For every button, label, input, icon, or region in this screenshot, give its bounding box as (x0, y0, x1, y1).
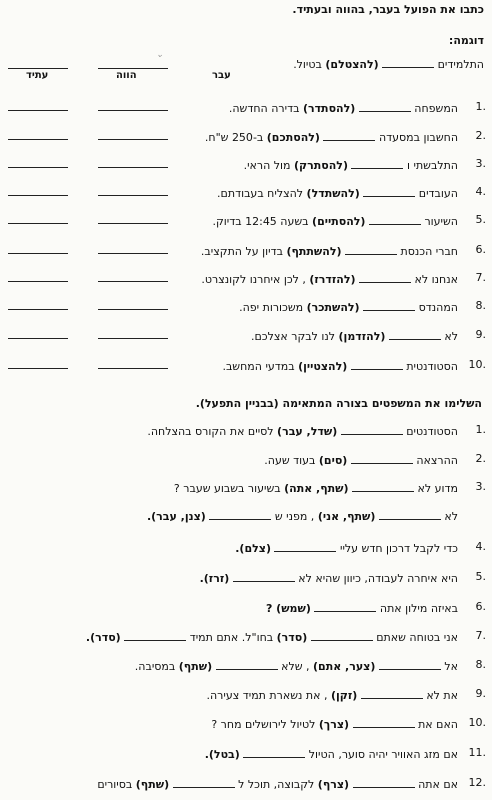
sentence (244, 157, 458, 172)
sentence (229, 100, 458, 115)
present-answer-line[interactable] (98, 223, 168, 224)
header-future: עתיד (26, 70, 49, 81)
item-number: 2. (475, 452, 486, 465)
sentence-end: בסיורים (97, 778, 133, 791)
item-number: 3. (475, 480, 486, 493)
sentence-start: הסטודנטים (406, 425, 458, 438)
sentence-start: התלבשתי ו (406, 159, 458, 172)
verb-blank[interactable] (389, 328, 441, 340)
item-number: 4. (475, 185, 486, 198)
sentence-start: היא איחרה לעבודה, כיוון שהיא לא (298, 572, 458, 585)
answer-blank[interactable] (352, 480, 414, 492)
sentence (212, 213, 458, 228)
future-answer-line[interactable] (8, 281, 68, 282)
item-number: 4. (475, 540, 486, 553)
part2-title: השלימו את המשפטים בצורה המתאימה (בבניין התפעל). (195, 397, 482, 410)
future-answer-line[interactable] (8, 368, 68, 369)
sentence (97, 776, 458, 791)
sentence-end: , לכן איחרנו לקונצרט. (201, 273, 306, 286)
present-answer-line[interactable] (98, 68, 168, 69)
answer-blank[interactable] (341, 423, 403, 435)
answer-blank[interactable] (353, 716, 415, 728)
present-answer-line[interactable] (98, 253, 168, 254)
example-subject: התלמידים (437, 58, 484, 71)
verb-blank[interactable] (359, 100, 411, 112)
sentence-start: לא (444, 510, 458, 523)
sentence-end: בדיון על התקציב. (200, 245, 283, 258)
answer-blank[interactable] (274, 540, 336, 552)
answer-blank[interactable] (243, 746, 305, 758)
sentence-start: העובדים (418, 187, 458, 200)
sentence (264, 452, 458, 467)
sentence-start: אם אתה (418, 778, 458, 791)
header-past: עבר (212, 70, 231, 81)
sentence-start: לא (444, 330, 458, 343)
item-number: 8. (475, 658, 486, 671)
answer-blank[interactable] (379, 508, 441, 520)
sentence-middle: , שלא (281, 660, 310, 673)
root-hint: (צלם). (235, 542, 271, 555)
answer-blank[interactable] (314, 600, 376, 612)
item-number: 11. (468, 746, 486, 759)
present-answer-line[interactable] (98, 110, 168, 111)
sentence-end: להצליח בעבודתם. (217, 187, 304, 200)
root-hint: (צנן, עבר). (146, 510, 206, 523)
item-number: 1. (475, 423, 486, 436)
sentence (235, 540, 458, 555)
example-verb: (להצטלם) (325, 58, 379, 71)
example-sentence (293, 56, 484, 71)
root-hint: (צער, אתם) (313, 660, 376, 673)
sentence-end: בשעה 12:45 בדיוק. (212, 215, 309, 228)
sentence (201, 243, 458, 258)
item-number: 5. (475, 213, 486, 226)
sentence-end: במדעי המחשב. (222, 360, 295, 373)
sentence-middle: לקבוצה, תוכל ל (238, 778, 315, 791)
sentence-end: ב-250 ש"ח. (204, 131, 264, 144)
handwriting-mark: ⌄ (156, 50, 164, 60)
item-number: 3. (475, 157, 486, 170)
sentence (205, 129, 458, 144)
sentence (206, 687, 458, 702)
root-hint: (זרז). (199, 572, 230, 585)
sentence (266, 600, 458, 615)
item-number: 6. (475, 243, 486, 256)
verb-infinitive: (להזדמן) (338, 330, 386, 343)
root-hint: (צרך) (318, 718, 350, 731)
future-answer-line[interactable] (8, 139, 68, 140)
verb-blank[interactable] (323, 129, 375, 141)
sentence (135, 658, 458, 673)
verb-infinitive: (להצטיין) (298, 360, 348, 373)
present-answer-line[interactable] (98, 338, 168, 339)
verb-infinitive: (להשתדל) (306, 187, 360, 200)
sentence (201, 271, 458, 286)
item-number: 9. (475, 328, 486, 341)
item-number: 6. (475, 600, 486, 613)
root-hint: (שתף) (178, 660, 213, 673)
sentence-end: משכורות יפה. (239, 301, 304, 314)
root-hint: (סים) (318, 454, 348, 467)
sentence-start: הסטודנטית (406, 360, 458, 373)
sentence-start: אנחנו לא (414, 273, 458, 286)
answer-blank[interactable] (233, 570, 295, 582)
root-hint: (שתף, אני) (317, 510, 376, 523)
sentence (205, 746, 458, 761)
sentence (147, 423, 458, 438)
verb-blank[interactable] (345, 243, 397, 255)
sentence-end: לנו לבקר אצלכם. (251, 330, 336, 343)
present-answer-line[interactable] (98, 139, 168, 140)
answer-blank[interactable] (173, 776, 235, 788)
verb-blank[interactable] (359, 271, 411, 283)
sentence (251, 328, 458, 343)
sentence-start: החשבון במסעדה (378, 131, 458, 144)
item-number: 9. (475, 687, 486, 700)
verb-infinitive: (להזדרז) (309, 273, 356, 286)
sentence-middle: בחו"ל. אתם תמיד (189, 631, 274, 644)
verb-infinitive: (להסתכם) (266, 131, 320, 144)
example-rest: בטיול. (293, 58, 322, 71)
item-number: 12. (468, 776, 486, 789)
root-hint: (שתף, אתה) (284, 482, 349, 495)
instructions: כתבו את הפועל בעבר, בהווה ובעתיד. (292, 3, 484, 16)
item-number: 8. (475, 299, 486, 312)
future-answer-line[interactable] (8, 223, 68, 224)
root-hint: (שדל, עבר) (277, 425, 338, 438)
sentence (217, 185, 458, 200)
item-number: 2. (475, 129, 486, 142)
sentence-start: ההרצאה (416, 454, 458, 467)
sentence-start: המשפחה (414, 102, 458, 115)
item-number: 5. (475, 570, 486, 583)
future-answer-line[interactable] (8, 110, 68, 111)
verb-blank[interactable] (351, 358, 403, 370)
present-answer-line[interactable] (98, 195, 168, 196)
header-present: הווה (116, 70, 137, 81)
root-hint: (סדר) (276, 631, 308, 644)
verb-infinitive: (להשתכר) (306, 301, 360, 314)
verb-blank[interactable] (369, 213, 421, 225)
root-hint: (סדר). (85, 631, 121, 644)
sentence (147, 508, 458, 523)
sentence (174, 480, 458, 495)
sentence-end: בעוד שעה. (264, 454, 316, 467)
example-label: דוגמה: (448, 34, 484, 47)
item-number: 1. (475, 100, 486, 113)
sentence-start: באיזה מילון אתה (379, 602, 458, 615)
sentence-start: האם את (418, 718, 458, 731)
sentence-start: את לא (426, 689, 458, 702)
verb-infinitive: (להשתתף) (286, 245, 342, 258)
answer-blank[interactable] (209, 508, 271, 520)
present-answer-line[interactable] (98, 281, 168, 282)
verb-blank[interactable] (363, 299, 415, 311)
present-answer-line[interactable] (98, 309, 168, 310)
answer-blank[interactable] (361, 687, 423, 699)
sentence-start: המהנדס (418, 301, 458, 314)
sentence-start: חברי הכנסת (400, 245, 458, 258)
sentence-start: אני בטוחה שאתם (376, 631, 458, 644)
root-hint: (זקן) (330, 689, 358, 702)
verb-blank[interactable] (363, 185, 415, 197)
sentence-end: מול הראי. (243, 159, 291, 172)
sentence-middle: , מפני ש (274, 510, 315, 523)
sentence-start: כדי לקבל דרכון חדש עליי (339, 542, 458, 555)
future-answer-line[interactable] (8, 167, 68, 168)
present-answer-line[interactable] (98, 368, 168, 369)
sentence (86, 629, 458, 644)
root-hint: (צרף) (317, 778, 350, 791)
answer-blank[interactable] (351, 452, 413, 464)
verb-infinitive: (להסתדר) (302, 102, 356, 115)
verb-infinitive: (להסתרק) (294, 159, 348, 172)
future-answer-line[interactable] (8, 195, 68, 196)
root-hint: (בטל). (204, 748, 240, 761)
sentence-start: אל (444, 660, 458, 673)
example-blank[interactable] (382, 56, 434, 68)
sentence-end: לסיים את הקורס בהצלחה. (147, 425, 274, 438)
sentence-start: מדוע לא (417, 482, 458, 495)
root-hint: (שתף) (135, 778, 170, 791)
future-answer-line[interactable] (8, 338, 68, 339)
item-number: 10. (468, 358, 486, 371)
sentence (211, 716, 458, 731)
item-number: 10. (468, 716, 486, 729)
verb-blank[interactable] (351, 157, 403, 169)
sentence-start: אם מזג האוויר יהיה סוער, הטיול (308, 748, 458, 761)
answer-blank[interactable] (379, 658, 441, 670)
sentence-end: בשיעור בשבוע שעבר ? (173, 482, 281, 495)
sentence-end: בדירה החדשה. (228, 102, 300, 115)
sentence-end: לטיול לירושלים מחר ? (211, 718, 316, 731)
future-answer-line[interactable] (8, 253, 68, 254)
sentence (222, 358, 458, 373)
answer-blank[interactable] (311, 629, 373, 641)
answer-blank[interactable] (216, 658, 278, 670)
sentence (200, 570, 458, 585)
sentence (239, 299, 458, 314)
present-answer-line[interactable] (98, 167, 168, 168)
root-hint: (שמש) ? (265, 602, 311, 615)
future-answer-line[interactable] (8, 309, 68, 310)
future-answer-line[interactable] (8, 68, 68, 69)
item-number: 7. (475, 271, 486, 284)
sentence-end: , את נשארת תמיד צעירה. (206, 689, 328, 702)
answer-blank[interactable] (124, 629, 186, 641)
answer-blank[interactable] (353, 776, 415, 788)
verb-infinitive: (להסתיים) (312, 215, 366, 228)
item-number: 7. (475, 629, 486, 642)
sentence-start: השיעור (424, 215, 458, 228)
sentence-end: במסיבה. (134, 660, 176, 673)
